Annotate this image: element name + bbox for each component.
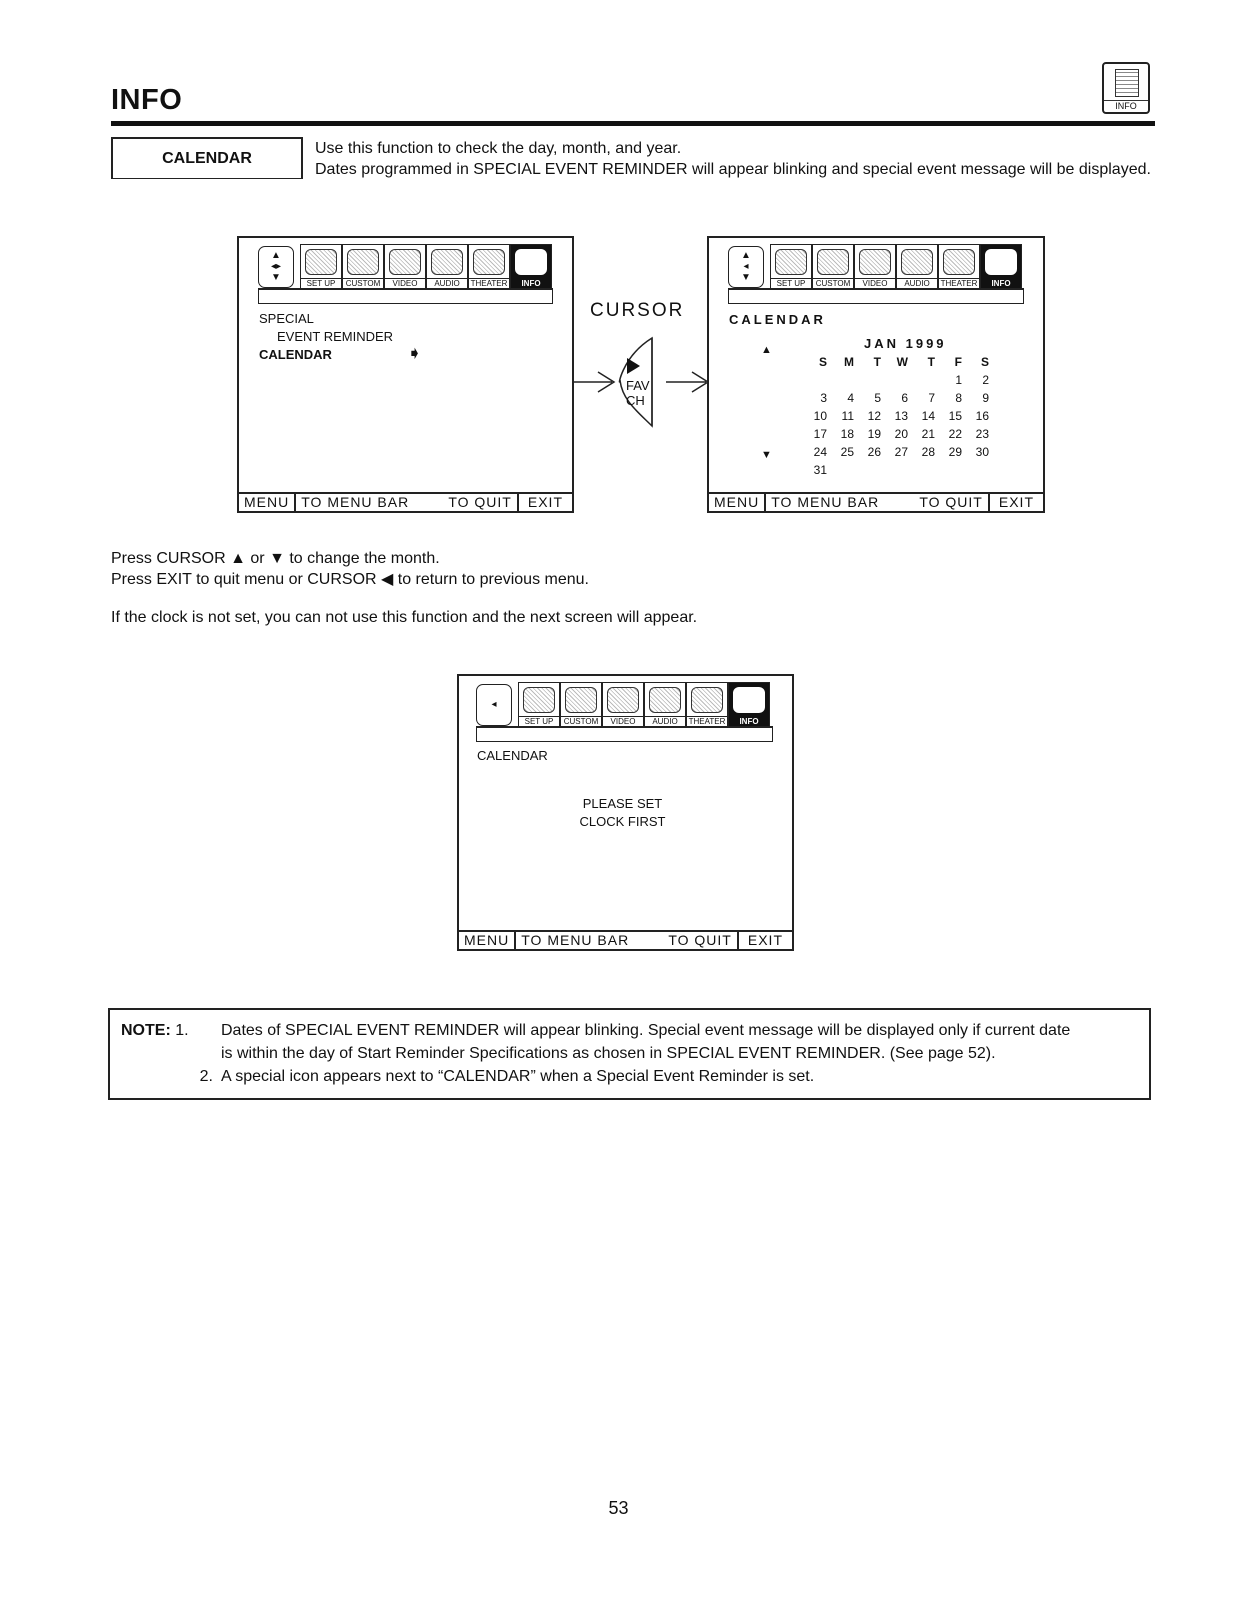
video-icon (389, 249, 421, 275)
tab-video[interactable]: VIDEO (602, 682, 644, 728)
tab-custom[interactable]: CUSTOM (812, 244, 854, 290)
screen-footer (709, 492, 1043, 511)
footer-exit: EXIT (988, 494, 1043, 511)
instruction-line-3: If the clock is not set, you can not use this function and the next screen will appear. (111, 609, 698, 626)
footer-to-quit: TO QUIT (668, 932, 732, 948)
month-up-icon[interactable]: ▲ (761, 344, 772, 356)
menu-item-calendar[interactable]: CALENDAR (259, 347, 332, 362)
menu-item-event-reminder[interactable]: EVENT REMINDER (277, 329, 394, 344)
week-row: 31 (813, 463, 827, 477)
cursor-nav-icon: ▲ ◂▸ ▼ (258, 246, 294, 288)
tab-audio[interactable]: AUDIO (426, 244, 468, 290)
info-icon (733, 687, 765, 713)
custom-icon (817, 249, 849, 275)
footer-to-quit: TO QUIT (919, 494, 983, 510)
info-icon (985, 249, 1017, 275)
right-triangle-icon (627, 358, 640, 374)
screen-calendar (707, 236, 1045, 513)
video-icon (859, 249, 891, 275)
intro-line-2: Dates programmed in SPECIAL EVENT REMINDER will appear blinking and special event message will be displayed. (315, 161, 1151, 178)
calendar-heading: CALENDAR (477, 748, 548, 763)
custom-icon (347, 249, 379, 275)
note-item-1: NOTE: 1. Dates of SPECIAL EVENT REMINDER will appear blinking. Special event message will be displayed only if current date is within the day of Start Reminder Specifications as chosen in SPECIAL EVENT REMINDER. (See page 52). (121, 1019, 1138, 1065)
arrow-right-icon: ➧ (407, 343, 423, 363)
document-icon (1115, 69, 1139, 97)
month-down-icon[interactable]: ▼ (761, 449, 772, 461)
week-row: 10 11 12 13 14 15 16 (813, 409, 989, 423)
calendar-grid (804, 353, 993, 479)
footer-exit: EXIT (517, 494, 572, 511)
header-rule (111, 121, 1155, 126)
tab-theater[interactable]: THEATER (686, 682, 728, 728)
screen-special-menu (237, 236, 574, 513)
tab-theater[interactable]: THEATER (468, 244, 510, 290)
footer-to-quit: TO QUIT (448, 494, 512, 510)
instructions (111, 548, 589, 590)
theater-icon (691, 687, 723, 713)
info-badge-label: INFO (1104, 100, 1148, 111)
menu-bar-underline (476, 726, 773, 742)
note-item-2: 2. A special icon appears next to “CALENDAR” when a Special Event Reminder is set. (121, 1065, 1138, 1088)
week-row: 17 18 19 20 21 22 23 (813, 427, 989, 441)
note-text-2: A special icon appears next to “CALENDAR” when a Special Event Reminder is set. (221, 1068, 815, 1085)
please-set-text: PLEASE SET (582, 796, 663, 811)
instruction-line-1: Press CURSOR ▲ or ▼ to change the month. (111, 550, 440, 567)
note-text-1: Dates of SPECIAL EVENT REMINDER will appear blinking. Special event message will be displayed only if current date is within the day of Start Reminder Specifications as chosen in SPECIAL EVENT REMINDER. (See page 52). (221, 1022, 1071, 1062)
screen-clock-not-set (457, 674, 794, 951)
tab-audio[interactable]: AUDIO (644, 682, 686, 728)
week-row: 24 25 26 27 28 29 30 (813, 445, 989, 459)
info-badge-icon (1102, 62, 1150, 114)
fav-label: FAV (626, 378, 650, 393)
menu-bar-underline (258, 288, 553, 304)
week-row: 3 4 5 6 7 8 9 (820, 391, 989, 405)
section-intro (315, 138, 1155, 180)
tab-theater[interactable]: THEATER (938, 244, 980, 290)
note-label: NOTE: (121, 1022, 171, 1039)
page-number: 53 (608, 1498, 629, 1518)
note-box (108, 1008, 1151, 1100)
tab-info[interactable]: INFO (980, 244, 1022, 290)
week-row: 1 2 (955, 373, 989, 387)
video-icon (607, 687, 639, 713)
arrow-in-icon (572, 372, 614, 392)
tab-audio[interactable]: AUDIO (896, 244, 938, 290)
tab-custom[interactable]: CUSTOM (560, 682, 602, 728)
page-title: INFO (111, 84, 183, 116)
cursor-nav-icon: ▲ ◂ ▼ (728, 246, 764, 288)
tab-video[interactable]: VIDEO (854, 244, 896, 290)
footer-menu: MENU (709, 494, 766, 511)
weekday-row: S M T W T F S (818, 355, 989, 369)
custom-icon (565, 687, 597, 713)
footer-menu: MENU (239, 494, 296, 511)
tab-info[interactable]: INFO (510, 244, 552, 290)
tab-setup[interactable]: SET UP (770, 244, 812, 290)
menu-bar-underline (728, 288, 1024, 304)
instruction-line-2: Press EXIT to quit menu or CURSOR ◀ to return to previous menu. (111, 571, 589, 588)
calendar-month: JAN 1999 (864, 336, 947, 351)
menu-item-special[interactable]: SPECIAL (259, 311, 314, 326)
footer-exit: EXIT (737, 932, 792, 949)
ch-label: CH (626, 393, 645, 408)
footer-to-menu-bar: TO MENU BAR (301, 494, 410, 510)
screen-footer (239, 492, 572, 511)
audio-icon (649, 687, 681, 713)
info-icon (515, 249, 547, 275)
audio-icon (431, 249, 463, 275)
tab-setup[interactable]: SET UP (518, 682, 560, 728)
theater-icon (943, 249, 975, 275)
tab-info[interactable]: INFO (728, 682, 770, 728)
intro-line-1: Use this function to check the day, month, and year. (315, 140, 682, 157)
cursor-nav-icon: ◂ (476, 684, 512, 726)
audio-icon (901, 249, 933, 275)
tab-video[interactable]: VIDEO (384, 244, 426, 290)
arrow-out-icon (666, 372, 708, 392)
cursor-diagram (570, 330, 710, 430)
screen-footer (459, 930, 792, 949)
setup-icon (775, 249, 807, 275)
tab-setup[interactable]: SET UP (300, 244, 342, 290)
setup-icon (305, 249, 337, 275)
section-label-calendar: CALENDAR (111, 137, 303, 179)
footer-to-menu-bar: TO MENU BAR (771, 494, 880, 510)
setup-icon (523, 687, 555, 713)
footer-to-menu-bar: TO MENU BAR (521, 932, 630, 948)
theater-icon (473, 249, 505, 275)
tab-custom[interactable]: CUSTOM (342, 244, 384, 290)
calendar-title: CALENDAR (729, 312, 826, 327)
footer-menu: MENU (459, 932, 516, 949)
clock-first-text: CLOCK FIRST (579, 814, 666, 829)
cursor-label: CURSOR (590, 300, 685, 321)
